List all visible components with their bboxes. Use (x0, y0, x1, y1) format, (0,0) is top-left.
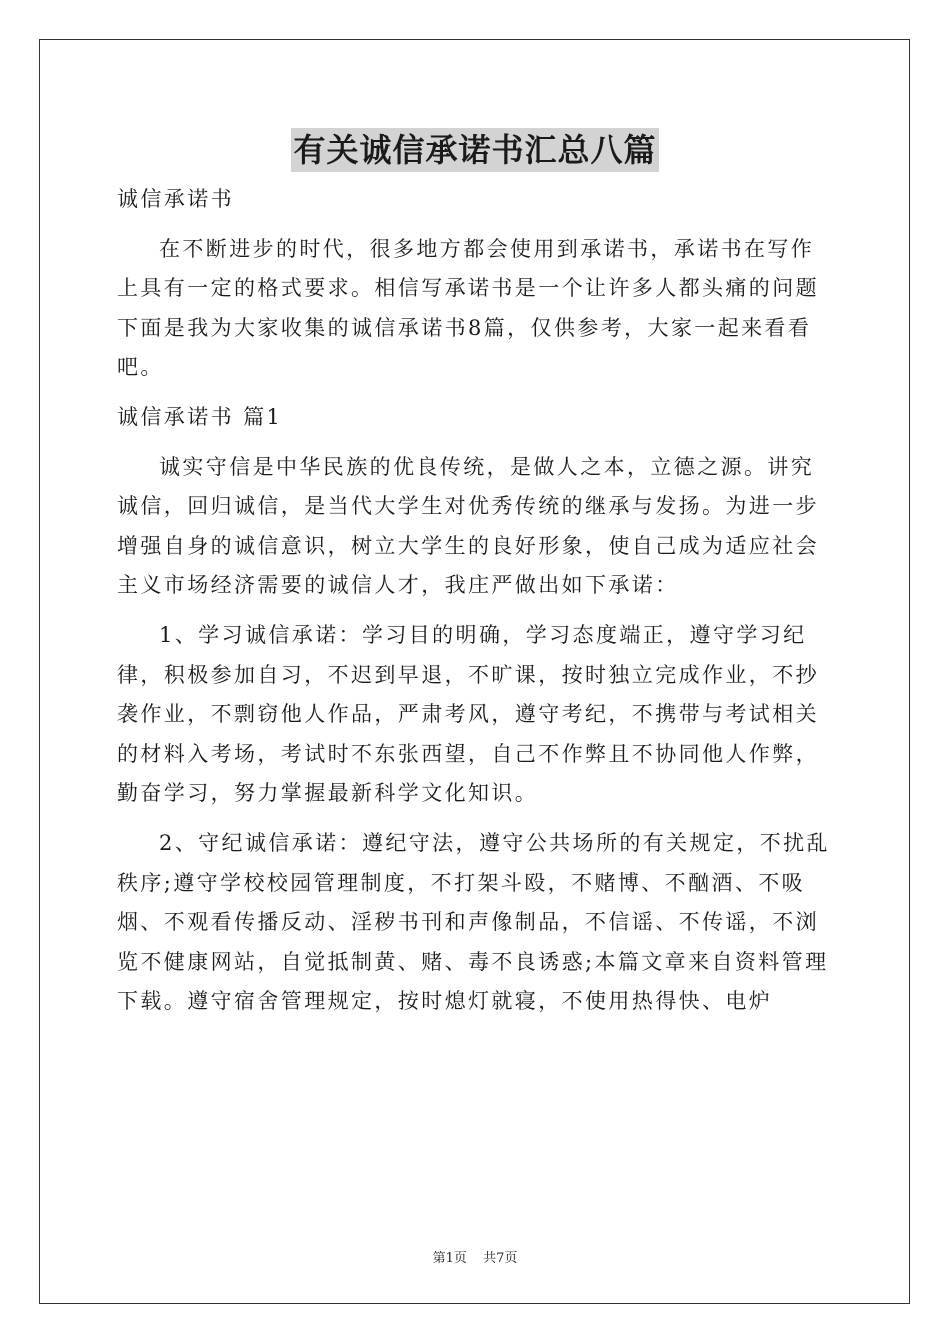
intro-paragraph: 在不断进步的时代，很多地方都会使用到承诺书，承诺书在写作上具有一定的格式要求。相信写承诺书是一个让许多人都头痛的问题下面是我为大家收集的诚信承诺书8篇，仅供参考，大家一起来看看吧。 (117, 236, 819, 380)
title-container (0, 128, 950, 172)
section-heading-1: 诚信承诺书 篇1 (117, 404, 283, 429)
document-title: 有关诚信承诺书汇总八篇 (291, 128, 658, 172)
body-paragraph: 诚实守信是中华民族的优良传统，是做人之本，立德之源。讲究诚信，回归诚信，是当代大学生对优秀传统的继承与发扬。为进一步增强自身的诚信意识，树立大学生的良好形象，使自己成为适应社会主义市场经济需要的诚信人才，我庄严做出如下承诺： (117, 454, 819, 598)
document-body (117, 180, 833, 1022)
page-footer (0, 1247, 950, 1266)
body-paragraph: 2、守纪诚信承诺：遵纪守法，遵守公共场所的有关规定，不扰乱秩序;遵守学校校园管理制度，不打架斗殴，不赌博、不酗酒、不吸烟、不观看传播反动、淫秽书刊和声像制品，不信谣、不传谣，不浏览不健康网站，自觉抵制黄、赌、毒不良诱惑;本篇文章来自资料管理下载。遵守宿舍管理规定，按时熄灯就寝，不使用热得快、电炉 (117, 830, 830, 1014)
body-paragraph: 1、学习诚信承诺：学习目的明确，学习态度端正，遵守学习纪律，积极参加自习，不迟到早退，不旷课，按时独立完成作业，不抄袭作业，不剽窃他人作品，严肃考风，遵守考纪，不携带与考试相关的材料入考场，考试时不东张西望，自己不作弊且不协同他人作弊，勤奋学习，努力掌握最新科学文化知识。 (117, 622, 819, 806)
section-heading: 诚信承诺书 (117, 187, 234, 211)
page-number: 第1页 (432, 1251, 467, 1266)
page-total: 共7页 (483, 1251, 518, 1266)
